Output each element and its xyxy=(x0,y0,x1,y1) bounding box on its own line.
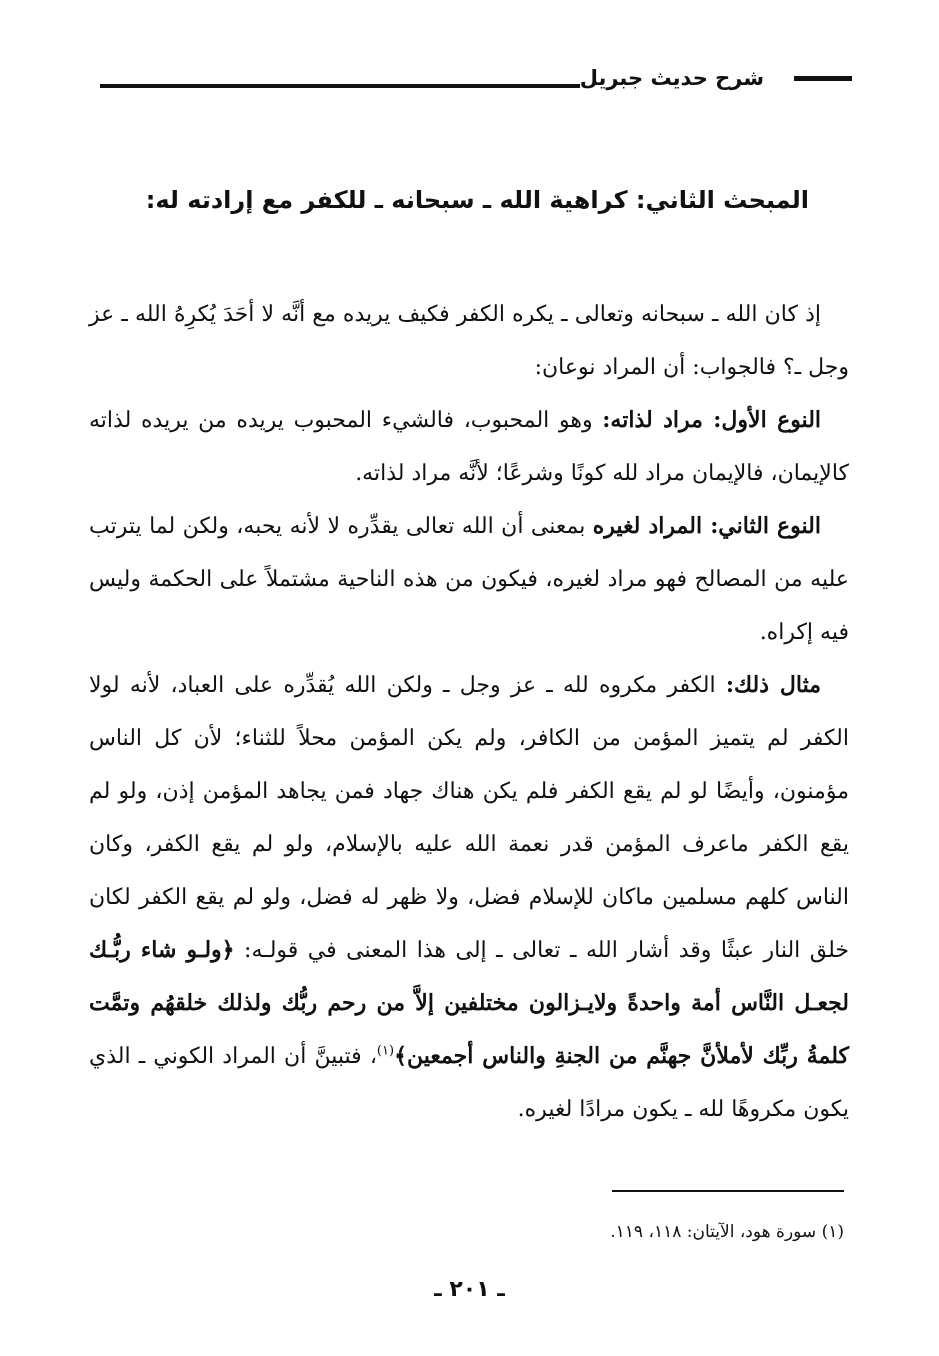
footnote-divider xyxy=(612,1190,844,1192)
body-text xyxy=(89,288,849,1136)
section-heading: المبحث الثاني: كراهية الله ـ سبحانه ـ للكفر مع إرادته له: xyxy=(145,186,809,214)
page-number: ـ ٢٠١ ـ xyxy=(434,1277,505,1302)
paragraph-intro: إذ كان الله ـ سبحانه وتعالى ـ يكره الكفر فكيف يريده مع أنَّه لا أحَدَ يُكرِهُ الله ـ عز وجل ـ؟ فالجواب: أن المراد نوعان: xyxy=(89,302,849,380)
example-text: الكفر مكروه لله ـ عز وجل ـ ولكن الله يُقدِّره على العباد، لأنه لولا الكفر لم يتميز المؤمن من الكافر، ولم يكن المؤمن محلاً للثناء؛ لأن كل الناس مؤمنون، وأيضًا لو لم يقع الكفر فلم يكن هناك جهاد فمن يجاهد المؤمن إذن، ولو لم يقع الكفر ماعرف المؤمن قدر نعمة الله عليه بالإسلام، ولو لم يقع الكفر، وكان الناس كلهم مسلمين ماكان للإسلام فضل، ولا ظهر له فضل، ولو لم يقع الكفر لكان خلق النار عبثًا وقد أشار الله ـ تعالى ـ إلى هذا المعنى في قولـه: xyxy=(89,673,849,963)
running-header xyxy=(100,60,852,100)
paragraph-second-type xyxy=(89,500,849,659)
first-type-label: النوع الأول: مراد لذاته: xyxy=(602,407,822,433)
second-type-label: النوع الثاني: المراد لغيره xyxy=(592,513,821,539)
paragraph-first-type xyxy=(89,394,849,500)
header-rule-long xyxy=(100,84,580,88)
footnote-marker[interactable]: (١) xyxy=(376,1043,395,1059)
footnote: (١) سورة هود، الآيتان: ١١٨، ١١٩. xyxy=(610,1222,844,1242)
quran-verse: ﴿ولـو شاء ربُّـك لجعـل النَّاس أمة واحدةً ولايـزالون مختلفين إلاَّ من رحم ربُّك ولذلك خلقهُم وتمَّت كلمةُ ربِّك لأملأنَّ جهنَّم من الجنةِ والناس أجمعين﴾ xyxy=(89,937,849,1069)
header-title: شرح حديث جبريل xyxy=(579,66,764,90)
paragraph-example xyxy=(89,659,849,1136)
example-label: مثال ذلك: xyxy=(725,672,821,698)
first-type-text: وهو المحبوب، فالشيء المحبوب يريده من يريده لذاته كالإيمان، فالإيمان مراد لله كونًا وشرعًا؛ لأنَّه مراد لذاته. xyxy=(89,408,849,486)
example-tail: ، فتبينَّ أن المراد الكوني ـ الذي يكون مكروهًا لله ـ يكون مرادًا لغيره. xyxy=(89,1044,849,1122)
second-type-text: بمعنى أن الله تعالى يقدِّره لا لأنه يحبه، ولكن لما يترتب عليه من المصالح فهو مراد لغيره، فيكون من هذه الناحية مشتملاً على الحكمة وليس فيه إكراه. xyxy=(89,514,849,645)
header-rule-short xyxy=(794,76,852,81)
